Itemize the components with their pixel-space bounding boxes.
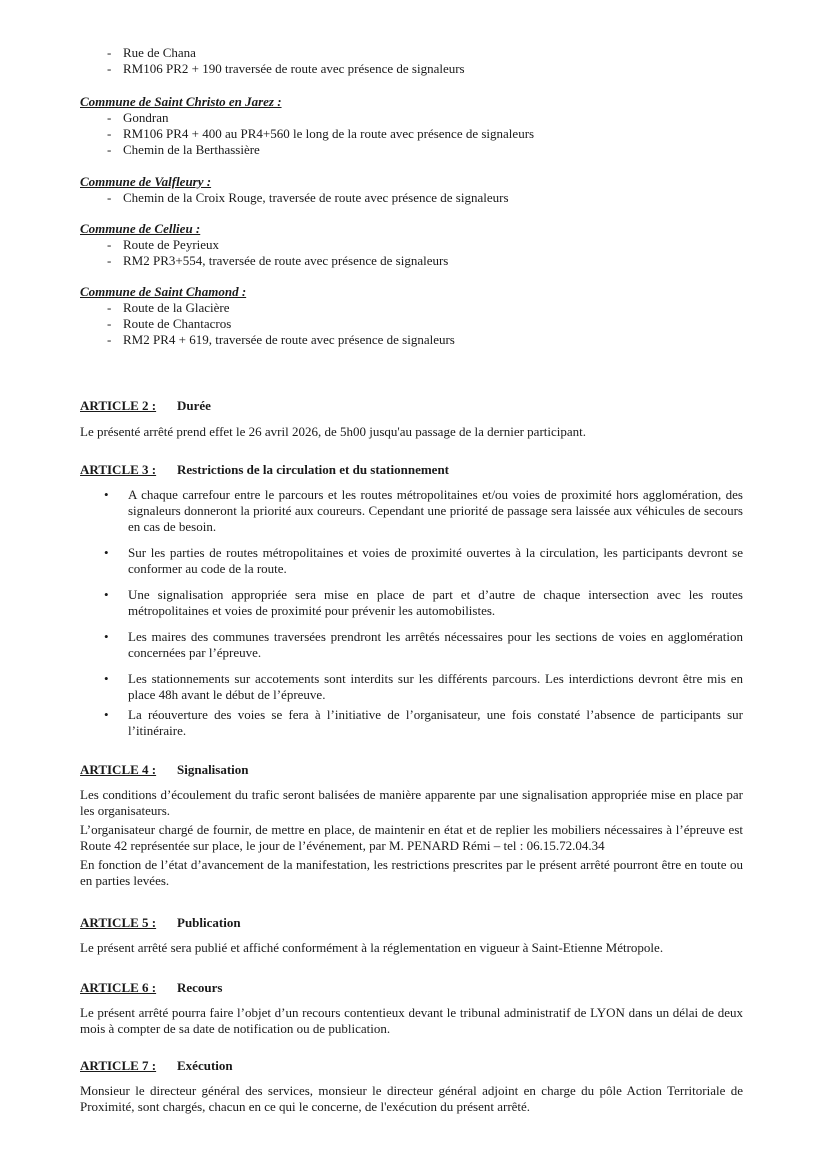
article-6-text: Le présent arrêté pourra faire l’objet d’un recours contentieux devant le tribunal administratif de LYON dans un délai de deux mois à compter de sa date de notification ou de publication. — [80, 1005, 743, 1036]
list-item: - Route de la Glacière — [80, 300, 743, 316]
list-item: - Chemin de la Berthassière — [80, 142, 743, 158]
commune-saint-christo — [80, 94, 743, 158]
article-2-text: Le présenté arrêté prend effet le 26 avril 2026, de 5h00 jusqu'au passage de la dernier participant. — [80, 424, 587, 439]
commune-list-continued — [80, 45, 743, 77]
article-5-text: Le présent arrêté sera publié et affiché conformément à la réglementation en vigueur à Saint-Etienne Métropole. — [80, 940, 664, 955]
list-item: - Gondran — [80, 110, 743, 126]
list-item: - Rue de Chana — [80, 45, 743, 61]
article-number: ARTICLE 7 : — [80, 1058, 157, 1073]
commune-heading: Commune de Cellieu : — [80, 221, 201, 236]
article-title: Signalisation — [177, 762, 249, 777]
list-item: - Route de Chantacros — [80, 316, 743, 332]
bullet-item: • Une signalisation appropriée sera mise en place de part et d’autre de chaque intersection avec les routes métropolitaines et voies de proximité pour prévenir les automobilistes. — [80, 587, 743, 619]
article-2-heading — [80, 398, 743, 414]
article-4-heading — [80, 762, 743, 778]
article-title: Restrictions de la circulation et du stationnement — [177, 462, 450, 477]
commune-valfleury — [80, 174, 743, 206]
bullet-item: • A chaque carrefour entre le parcours et les routes métropolitaines et/ou voies de proximité hors agglomération, des signaleurs donneront la priorité aux coureurs. Cependant une priorité de passage sera laissée aux véhicules de secours en cas de besoin. — [80, 487, 743, 535]
commune-heading: Commune de Saint Christo en Jarez : — [80, 94, 282, 109]
article-4-text: En fonction de l’état d’avancement de la manifestation, les restrictions prescrites par le présent arrêté pourront être en toute ou en parties levées. — [80, 857, 743, 888]
article-4-text: Les conditions d’écoulement du trafic seront balisées de manière apparente par une signalisation appropriée mise en place par les organisateurs. — [80, 787, 743, 818]
article-title: Publication — [177, 915, 241, 930]
article-7-text: Monsieur le directeur général des services, monsieur le directeur général adjoint en charge du pôle Action Territoriale de Proximité, sont chargés, chacun en ce qui le concerne, de l'exécution du présent arrêté. — [80, 1083, 743, 1114]
bullet-item: • Sur les parties de routes métropolitaines et voies de proximité ouvertes à la circulation, les participants devront se conformer au code de la route. — [80, 545, 743, 577]
commune-heading: Commune de Valfleury : — [80, 174, 212, 189]
commune-heading: Commune de Saint Chamond : — [80, 284, 247, 299]
article-number: ARTICLE 2 : — [80, 398, 157, 413]
commune-cellieu — [80, 221, 743, 269]
article-title: Recours — [177, 980, 223, 995]
article-5-heading — [80, 915, 743, 931]
article-3-bullets — [80, 487, 743, 739]
list-item: - Route de Peyrieux — [80, 237, 743, 253]
article-number: ARTICLE 4 : — [80, 762, 157, 777]
list-item: - RM106 PR4 + 400 au PR4+560 le long de la route avec présence de signaleurs — [80, 126, 743, 142]
article-number: ARTICLE 5 : — [80, 915, 157, 930]
article-number: ARTICLE 6 : — [80, 980, 157, 995]
article-6-heading — [80, 980, 743, 996]
list-item: - RM106 PR2 + 190 traversée de route avec présence de signaleurs — [80, 61, 743, 77]
list-item: - Chemin de la Croix Rouge, traversée de route avec présence de signaleurs — [80, 190, 743, 206]
article-title: Durée — [177, 398, 211, 413]
article-title: Exécution — [177, 1058, 233, 1073]
bullet-item: • La réouverture des voies se fera à l’initiative de l’organisateur, une fois constaté l’absence de participants sur l’itinéraire. — [80, 707, 743, 739]
article-7-heading — [80, 1058, 743, 1074]
article-4-text: L’organisateur chargé de fournir, de mettre en place, de maintenir en état et de replier les mobiliers nécessaires à l’épreuve est Route 42 représentée sur place, le jour de l’événement, par M. PENARD Rémi – tel : 06.15.72.04.34 — [80, 822, 743, 853]
bullet-item: • Les maires des communes traversées prendront les arrêtés nécessaires pour les sections de voies en agglomération concernées par l’épreuve. — [80, 629, 743, 661]
article-number: ARTICLE 3 : — [80, 462, 157, 477]
bullet-item: • Les stationnements sur accotements sont interdits sur les différents parcours. Les interdictions devront être mis en place 48h avant le début de l’épreuve. — [80, 671, 743, 703]
article-3-heading — [80, 462, 743, 478]
list-item: - RM2 PR4 + 619, traversée de route avec présence de signaleurs — [80, 332, 743, 348]
list-item: - RM2 PR3+554, traversée de route avec présence de signaleurs — [80, 253, 743, 269]
commune-saint-chamond — [80, 284, 743, 348]
